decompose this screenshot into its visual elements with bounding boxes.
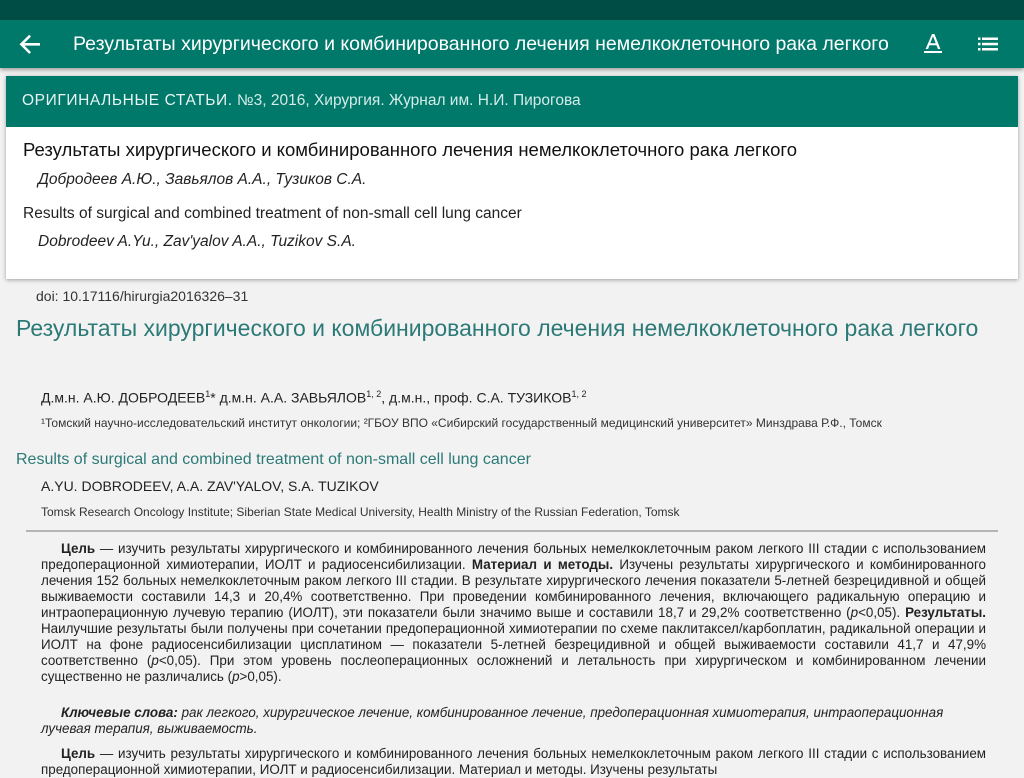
p-value-2: p: [151, 653, 159, 668]
author-2: д.м.н. А.А. ЗАВЬЯЛОВ: [219, 389, 367, 406]
p-value-3-text: >0,05).: [239, 669, 282, 684]
card-header: [6, 76, 1018, 127]
aim-label-2: Цель: [61, 746, 96, 761]
aim-text: — изучить результаты хирургического и комбинированного лечения больных немелкоклеточным раком легкого III стадии с использованием предоперационной химиотерапии, ИОЛТ и радиосенсибилизации.: [41, 541, 986, 572]
methods-label: Материал и методы.: [471, 557, 614, 572]
p-value-2-text: <0,05). При этом уровень послеоперационных осложнений и летальность при хирургическом и комбинированном лечении существенно не различались (: [41, 653, 986, 684]
rubric-label: ОРИГИНАЛЬНЫЕ СТАТЬИ.: [22, 92, 233, 109]
author-1-sup: 1: [205, 389, 211, 399]
card-authors-ru: Добродеев А.Ю., Завьялов А.А., Тузиков С.А.: [38, 171, 367, 188]
article-title-ru: Результаты хирургического и комбинированного лечения немелкоклеточного рака легкого: [16, 315, 979, 341]
author-1: Д.м.н. А.Ю. ДОБРОДЕЕВ: [41, 389, 206, 406]
p-value-1: p: [850, 605, 859, 620]
journal-source: №3, 2016, Хирургия. Журнал им. Н.И. Пирогова: [237, 92, 581, 109]
article-header-card: [6, 76, 1018, 279]
arrow-back-icon[interactable]: [12, 26, 48, 62]
author-3-sup: 1, 2: [571, 389, 587, 399]
article-title-en: Results of surgical and combined treatment of non-small cell lung cancer: [16, 451, 531, 468]
abstract-ru: [41, 541, 986, 685]
doi-link[interactable]: doi: 10.17116/hirurgia2016326–31: [36, 288, 249, 304]
status-bar: [0, 0, 1024, 20]
p-value-3: p: [232, 669, 240, 684]
p-value-1-text: <0,05).: [858, 605, 906, 620]
authors-ru: Д.м.н. А.Ю. ДОБРОДЕЕВ$^1$* д.м.н. А.А. ЗАВЬЯЛОВ$^{1, 2}$, д.м.н., проф. С.А. ТУЗИКОВ$^{1, 2}$: [41, 389, 587, 406]
card-title-en: Results of surgical and combined treatment of non-small cell lung cancer: [23, 205, 522, 222]
card-authors-en: Dobrodeev A.Yu., Zav'yalov A.A., Tuzikov S.A.: [38, 233, 356, 250]
methods-text: Изучены результаты хирургического и комбинированного лечения 152 больных немелкоклеточным раком легкого III стадии. В результате хирургического лечения показатели 5-летней безрецидивной и общей выживаемости составили 14,3 и 20,4% соответственно. При проведении комбинированного лечения, включающего радикальную операцию и интраоперационную лучевую терапию (ИОЛТ), эти показатели были значимо выше и составили 18,7 и 29,2% соответственно (: [41, 557, 987, 620]
aim-label: Цель: [61, 541, 96, 556]
affiliation-ru: ¹Томский научно-исследовательский институт онкологии; ²ГБОУ ВПО «Сибирский государственный медицинский университет» Минздрава Р.Ф., Томск: [41, 416, 882, 430]
authors-en: A.YU. DOBRODEEV, A.A. ZAV'YALOV, S.A. TUZIKOV: [41, 478, 379, 494]
divider: [26, 530, 998, 532]
app-bar-title: Результаты хирургического и комбинированного лечения немелкоклеточного рака легкого: [73, 33, 889, 55]
card-title-ru: Результаты хирургического и комбинированного лечения немелкоклеточного рака легкого: [23, 139, 798, 160]
author-2-sup: 1, 2: [366, 389, 382, 399]
results-label: Результаты.: [905, 605, 986, 620]
app-bar: [0, 20, 1024, 68]
abstract-ru-repeat: [41, 746, 986, 777]
keywords-label: Ключевые слова:: [61, 705, 178, 720]
results-text: Наилучшие результаты были получены при сочетании предоперационной химиотерапии по схеме паклитаксел/карбоплатин, радикальной операции и ИОЛТ на фоне радиосенсибилизации цисплатином — показатели 5-летней безрецидивной и общей выживаемости составили 41,7 и 47,9% соответственно (: [41, 621, 986, 668]
author-1-mark: *: [210, 389, 220, 406]
aim-text-2: — изучить результаты хирургического и комбинированного лечения больных немелкоклеточным раком легкого III стадии с использованием предоперационной химиотерапии, ИОЛТ и радиосенсибилизации. Материал и методы. Изучены результаты: [41, 746, 986, 777]
keywords: [41, 705, 986, 737]
author-3: д.м.н., проф. С.А. ТУЗИКОВ: [389, 389, 572, 406]
keywords-text: рак легкого, хирургическое лечение, комбинированное лечение, предоперационная химиотерапия, интраоперационная лучевая терапия, выживаемость.: [41, 705, 944, 736]
affiliation-en: Tomsk Research Oncology Institute; Siberian State Medical University, Health Ministry of the Russian Federation, Tomsk: [41, 505, 680, 519]
text-format-icon[interactable]: [918, 28, 948, 60]
list-icon[interactable]: [972, 28, 1004, 60]
